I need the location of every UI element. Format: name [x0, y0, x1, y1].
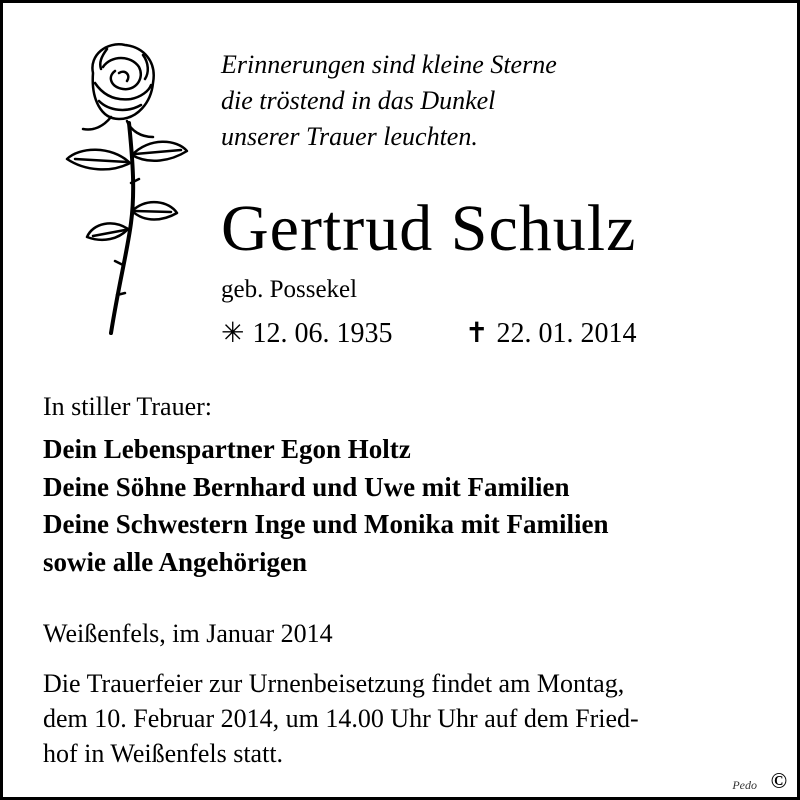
memorial-poem — [221, 47, 557, 155]
maiden-name: geb. Possekel — [221, 276, 358, 303]
birth-date-line — [221, 317, 392, 351]
ceremony-line: dem 10. Februar 2014, um 14.00 Uhr Uhr auf dem Fried- — [43, 704, 639, 733]
birth-date: 12. 06. 1935 — [252, 318, 393, 349]
death-date-line — [465, 317, 636, 351]
rose-icon — [31, 33, 201, 343]
poem-line: die tröstend in das Dunkel — [221, 86, 496, 115]
mourner-line: Deine Schwestern Inge und Monika mit Familien — [43, 509, 609, 539]
poem-line: Erinnerungen sind kleine Sterne — [221, 50, 557, 79]
mourners-list — [43, 431, 609, 581]
deceased-name: Gertrud Schulz — [221, 192, 637, 265]
death-cross-icon: ✝ — [465, 318, 489, 349]
ceremony-info — [43, 666, 639, 771]
ceremony-line: Die Trauerfeier zur Urnenbeisetzung findet am Montag, — [43, 669, 625, 698]
place-date: Weißenfels, im Januar 2014 — [43, 619, 333, 648]
mourners-intro: In stiller Trauer: — [43, 392, 212, 421]
birth-star-icon: ✳ — [221, 318, 245, 349]
mourner-line: Deine Söhne Bernhard und Uwe mit Familien — [43, 471, 570, 502]
designer-signature: Pedo — [732, 778, 757, 792]
poem-line: unserer Trauer leuchten. — [221, 122, 478, 151]
ceremony-line: hof in Weißenfels statt. — [43, 739, 284, 768]
copyright-icon: © — [770, 768, 787, 793]
mourner-line: Dein Lebenspartner Egon Holtz — [43, 434, 411, 464]
death-date: 22. 01. 2014 — [496, 318, 637, 349]
mourner-line: sowie alle Angehörigen — [43, 546, 307, 577]
